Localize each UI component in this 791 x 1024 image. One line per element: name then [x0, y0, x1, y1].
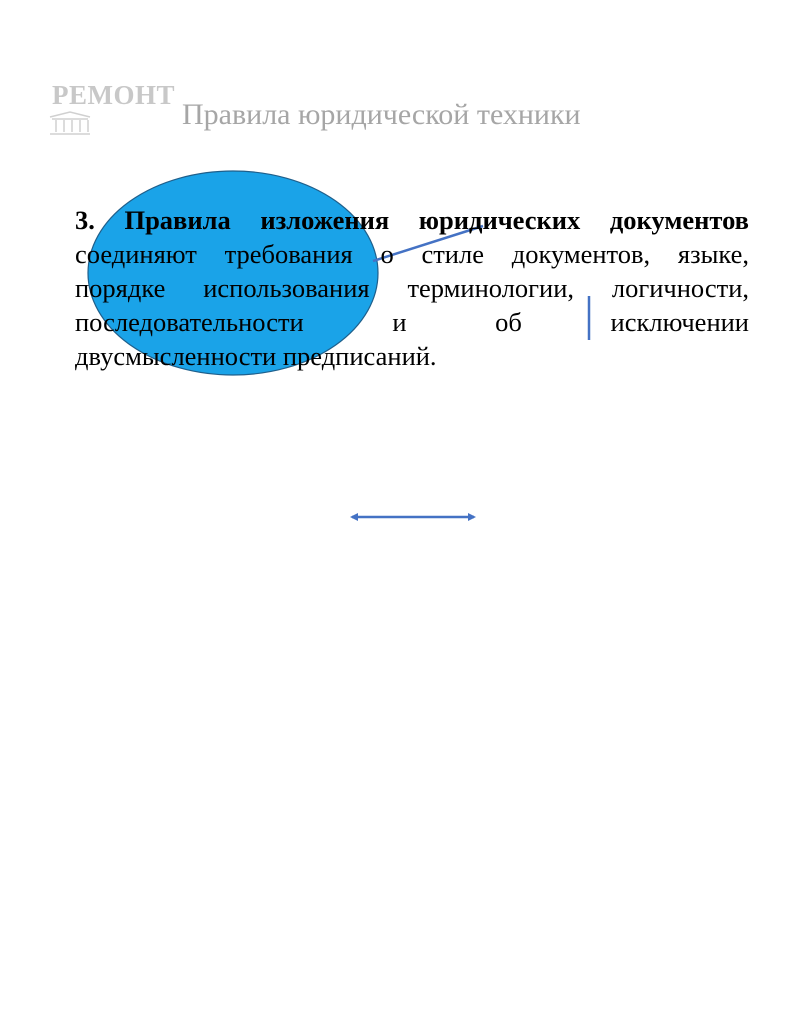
remont-watermark: РЕМОНТ	[52, 80, 175, 110]
paragraph-line: порядке использования терминологии, логичности,	[75, 273, 749, 303]
slide-title: Правила юридической техники	[182, 98, 581, 131]
body-paragraph	[75, 203, 749, 373]
paragraph-line: последовательности и об исключении	[75, 307, 749, 337]
paragraph-line: соединяют требования о стиле документов, языке,	[75, 239, 749, 269]
paragraph-heading: 3. Правила изложения юридических документов	[75, 205, 749, 235]
paragraph-line: двусмысленности предписаний.	[75, 341, 437, 371]
